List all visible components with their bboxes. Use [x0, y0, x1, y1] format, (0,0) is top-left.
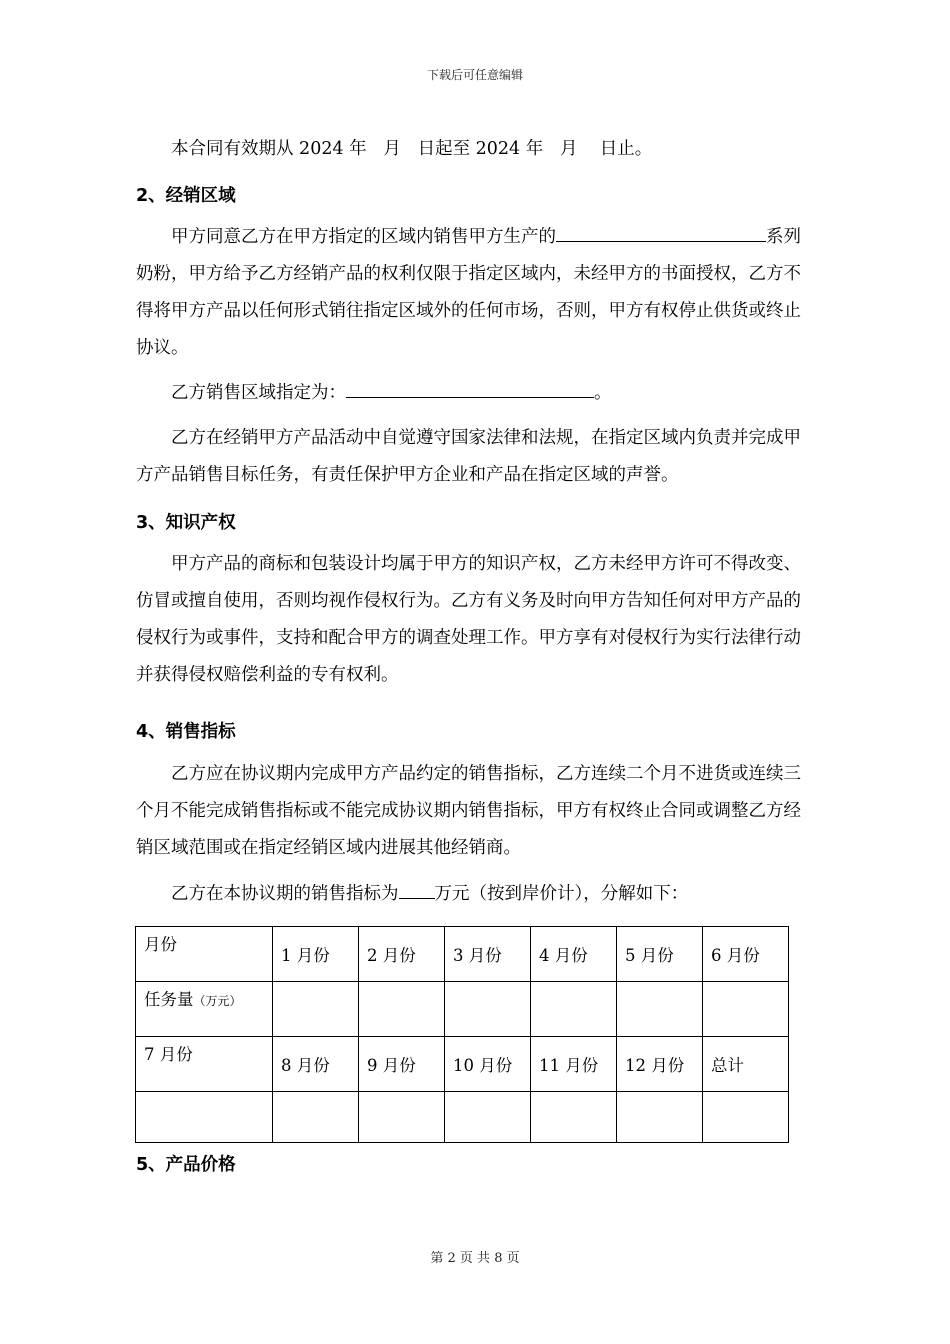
task-amount-label: 任务量 [144, 990, 194, 1009]
table-cell [136, 982, 273, 1037]
table-cell: 10 月份 [445, 1037, 531, 1092]
section-4-paragraph-2-rest: 万元（按到岸价计），分解如下： [434, 884, 689, 904]
page-header: 下载后可任意编辑 [426, 68, 523, 82]
sales-region-blank [346, 379, 594, 398]
table-cell [359, 982, 445, 1037]
table-cell: 9 月份 [359, 1037, 445, 1092]
section-5-heading: 5、产品价格 [136, 1155, 236, 1175]
validity-text-3: 日起至 2024 年 [417, 139, 544, 159]
table-cell [531, 1092, 617, 1143]
section-2-paragraph-1 [136, 219, 816, 367]
table-row [136, 1092, 789, 1143]
section-4-paragraph-2 [136, 876, 816, 913]
table-cell [703, 1092, 789, 1143]
table-row [136, 927, 789, 982]
table-cell [617, 1092, 703, 1143]
table-cell: 月份 [136, 927, 273, 982]
task-amount-unit: （万元） [193, 994, 242, 1008]
table-cell: 3 月份 [445, 927, 531, 982]
table-cell: 1 月份 [273, 927, 359, 982]
table-cell [273, 1092, 359, 1143]
table-cell: 5 月份 [617, 927, 703, 982]
table-cell: 4 月份 [531, 927, 617, 982]
table-cell: 总计 [703, 1037, 789, 1092]
table-cell: 2 月份 [359, 927, 445, 982]
table-cell [531, 982, 617, 1037]
section-2-paragraph-2-end: 。 [594, 383, 612, 403]
table-cell: 6 月份 [703, 927, 789, 982]
validity-text-2: 月 [383, 139, 401, 159]
sales-target-blank [399, 880, 435, 899]
table-cell [445, 1092, 531, 1143]
table-cell: 8 月份 [273, 1037, 359, 1092]
section-2-heading: 2、经销区域 [136, 186, 236, 206]
section-4-heading: 4、销售指标 [136, 722, 236, 742]
section-2-paragraph-1-rest: 系列奶粉，甲方给予乙方经销产品的权利仅限于指定区域内，未经甲方的书面授权，乙方不得将甲方产品以任何形式销往指定区域外的任何市场，否则，甲方有权停止供货或终止协议。 [136, 227, 801, 358]
section-2-paragraph-3: 乙方在经销甲方产品活动中自觉遵守国家法律和法规，在指定区域内负责并完成甲方产品销售目标任务，有责任保护甲方企业和产品在指定区域的声誉。 [136, 428, 801, 485]
table-cell [703, 982, 789, 1037]
page-footer: 第 2 页 共 8 页 [430, 1251, 520, 1266]
table-row [136, 1037, 789, 1092]
table-cell: 7 月份 [136, 1037, 273, 1092]
table-row [136, 982, 789, 1037]
monthly-target-table [135, 926, 789, 1143]
table-cell [273, 982, 359, 1037]
validity-text-1: 本合同有效期从 2024 年 [171, 139, 367, 159]
section-2-paragraph-1-lead: 甲方同意乙方在甲方指定的区域内销售甲方生产的 [171, 227, 556, 247]
validity-text-4: 月 [559, 139, 578, 159]
section-4-paragraph-1: 乙方应在协议期内完成甲方产品约定的销售指标，乙方连续二个月不进货或连续三个月不能完成销售指标或不能完成协议期内销售指标，甲方有权终止合同或调整乙方经销区域范围或在指定经销区域内进展其他经销商。 [136, 764, 801, 858]
validity-text-5: 日止。 [599, 139, 653, 159]
section-3-heading: 3、知识产权 [136, 513, 236, 533]
product-series-blank [556, 223, 766, 242]
validity-paragraph [136, 131, 816, 168]
section-2-paragraph-2 [136, 375, 816, 412]
table-cell: 12 月份 [617, 1037, 703, 1092]
table-cell: 11 月份 [531, 1037, 617, 1092]
table-cell [359, 1092, 445, 1143]
table-cell [136, 1092, 273, 1143]
section-4-paragraph-2-lead: 乙方在本协议期的销售指标为 [171, 884, 399, 904]
table-cell [617, 982, 703, 1037]
table-cell [445, 982, 531, 1037]
section-3-paragraph: 甲方产品的商标和包装设计均属于甲方的知识产权，乙方未经甲方许可不得改变、仿冒或擅自使用，否则均视作侵权行为。乙方有义务及时向甲方告知任何对甲方产品的侵权行为或事件，支持和配合甲方的调查处理工作。甲方享有对侵权行为实行法律行动并获得侵权赔偿利益的专有权利。 [136, 554, 801, 685]
section-2-paragraph-2-lead: 乙方销售区域指定为： [171, 383, 346, 403]
